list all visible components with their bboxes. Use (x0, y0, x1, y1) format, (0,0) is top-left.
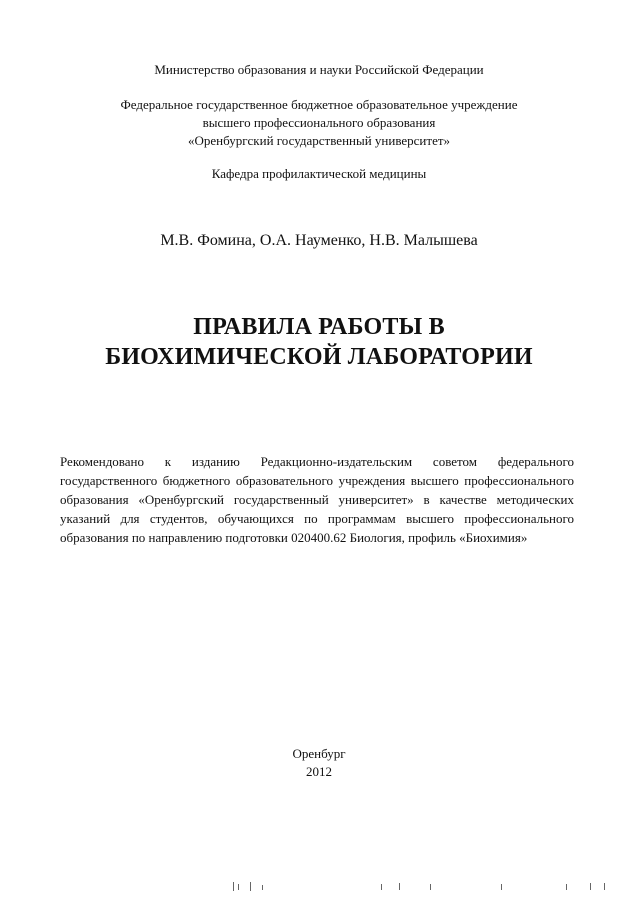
department-line: Кафедра профилактической медицины (211, 166, 427, 181)
university-line-2: высшего профессионального образования (202, 115, 436, 130)
university-line-1: Федеральное государственное бюджетное образовательное учреждение (120, 97, 518, 112)
ministry-line: Министерство образования и науки Российской Федерации (154, 62, 484, 77)
university-line-3: «Оренбургский государственный университет» (187, 133, 451, 148)
recommendation-paragraph: Рекомендовано к изданию Редакционно-издательским советом федерального государственного бюджетного образовательного учреждения высшего профессионального образования «Оренбургский государственный университет» в качестве методических указаний для студентов, обучающихся по программам высшего профессионального образования по направлению подготовки 020400.62 Биология, профиль «Биохимия» (60, 454, 574, 545)
university-block (0, 96, 638, 150)
imprint (0, 745, 638, 781)
imprint-year: 2012 (306, 764, 332, 779)
document-title (0, 312, 638, 372)
scan-artifacts (0, 880, 638, 894)
title-line-1: ПРАВИЛА РАБОТЫ В (193, 314, 445, 340)
authors: М.В. Фомина, О.А. Науменко, Н.В. Малышева (160, 232, 478, 249)
title-line-2: БИОХИМИЧЕСКОЙ ЛАБОРАТОРИИ (105, 344, 533, 370)
imprint-city: Оренбург (292, 746, 346, 761)
